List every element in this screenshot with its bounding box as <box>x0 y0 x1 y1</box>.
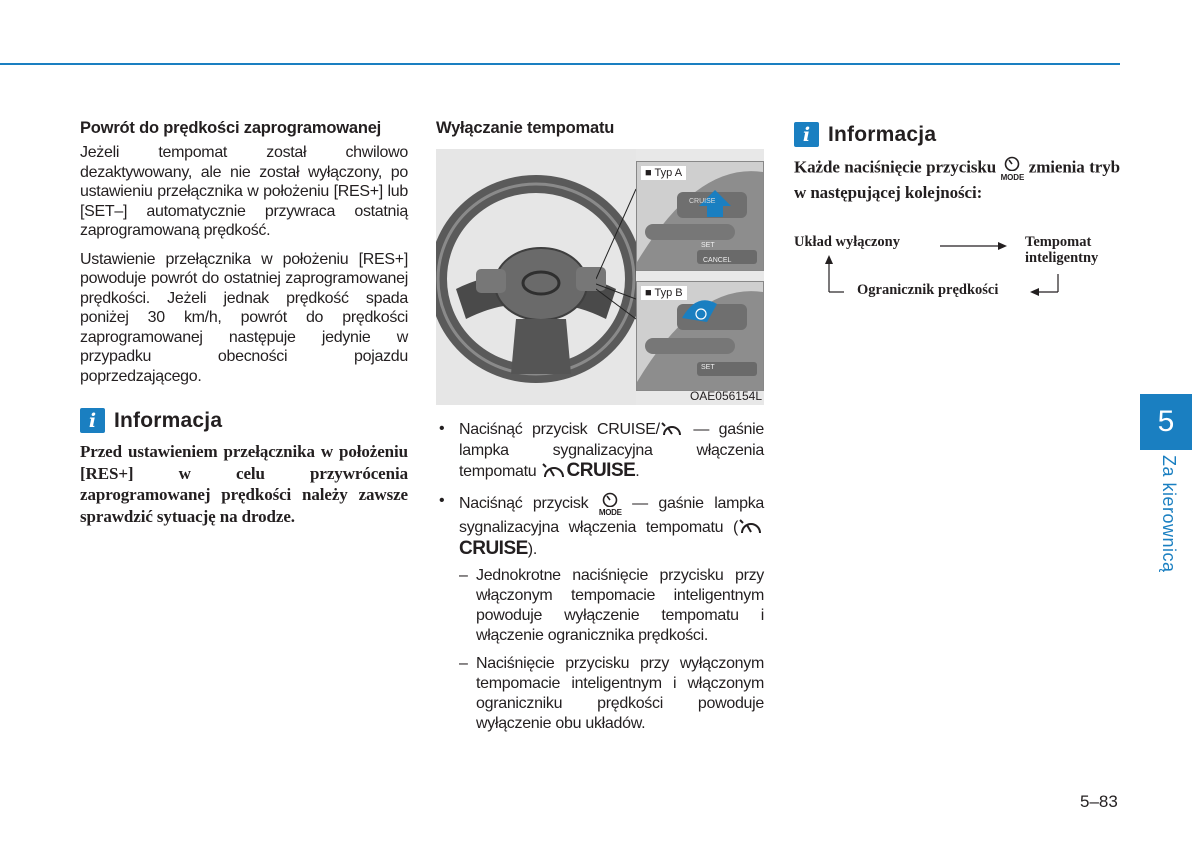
mode-label: MODE <box>598 508 622 517</box>
info-icon: i <box>794 122 819 147</box>
node-system-off: Układ wyłączony <box>794 233 900 250</box>
node-speed-limiter: Ogranicznik prędkości <box>857 281 999 298</box>
paragraph-2: Ustawienie przełącznika w położeniu [RES+] powoduje powrót do ostatniej zaprogramowanej prędkości. Jeżeli jednak prędkość spada poniżej 30 km/h, powrót do prędkości zaprogramowanej następuje jedynie w przypadku obecności pojazdu poprzedzającego. <box>80 250 408 385</box>
set-label-b: SET <box>701 364 715 371</box>
info-text-mode: Każde naciśnięcie przycisku MODE zmienia tryb w następującej kolejności: <box>794 155 1120 204</box>
steering-wheel-figure <box>436 149 764 405</box>
info-icon: i <box>80 408 105 433</box>
page-number: 5–83 <box>1080 792 1118 811</box>
section-heading-resume: Powrót do prędkości zaprogramowanej <box>80 119 382 137</box>
info-title: Informacja <box>114 408 223 432</box>
mode-button-icon <box>1001 155 1025 182</box>
mode-label: MODE <box>1000 173 1025 182</box>
list-item: • Naciśnąć przycisk CRUISE/ — gaśnie lampka sygnalizacyjna włączenia tempomatu CRUISE. <box>439 420 764 482</box>
cruise-speedometer-icon <box>660 419 684 441</box>
chapter-title: Za kierownicą <box>1159 455 1179 573</box>
mode-button-icon <box>599 491 622 517</box>
info-title: Informacja <box>828 122 937 146</box>
sub-list-item: – Naciśnięcie przycisku przy wyłączonym tempomacie inteligentnym i włączonym ograniczniku prędkości powoduje wyłączenie obu układów. <box>459 655 764 732</box>
cruise-word: CRUISE <box>459 538 528 559</box>
inset-type-b: ■ Typ B SET <box>636 281 764 391</box>
column-cruise-off <box>436 118 764 742</box>
info-text: Przed ustawieniem przełącznika w położeniu [RES+] w celu przywrócenia zaprogramowanej prędkości należy zawsze sprawdzić sytuację na drodze. <box>80 442 408 526</box>
info-box-resume <box>80 408 408 527</box>
type-b-label: Typ B <box>654 287 683 299</box>
cruise-indicator-icon <box>738 517 764 539</box>
cruise-indicator-icon <box>541 461 567 483</box>
cruise-word: CRUISE <box>566 460 636 482</box>
cycle-arrows <box>794 234 1120 314</box>
node-smart-cruise: Tempomat inteligentny <box>1025 233 1099 266</box>
column-mode-info <box>794 122 1120 314</box>
sub-list-item: – Jednokrotne naciśnięcie przycisku przy włączonym tempomacie inteligentnym powoduje wyłączenie tempomatu i włączenie ogranicznika prędkości. <box>459 567 764 644</box>
list-item: • Naciśnąć przycisk MODE — gaśnie lampka sygnalizacyjna włączenia tempomatu (CRUISE). – Jednokrotne naciśnięcie przycisku przy włączonym tempomacie inteligentnym powoduje wyłączenie tempomatu i włączenie ogranicznika prędkości. – Naciśnięcie przycisku przy wyłączonym tempomacie inteligentnym i włączonym ograniczniku prędkości powoduje wyłączenie obu układów. <box>439 492 765 732</box>
mode-cycle-diagram <box>794 234 1120 314</box>
section-heading-cruise-off: Wyłączanie tempomatu <box>436 119 615 137</box>
type-a-label: Typ A <box>654 167 683 179</box>
cruise-off-steps <box>436 419 764 734</box>
paragraph-1: Jeżeli tempomat został chwilowo dezaktywowany, ale nie został wyłączony, po ustawieniu przełącznika w położeniu [RES+] lub [SET–] automatycznie przywraca ostatnią zaprogramowaną prędkość. <box>80 144 408 239</box>
cancel-label: CANCEL <box>703 257 732 264</box>
sub-list <box>459 566 764 734</box>
top-rule <box>0 63 1120 65</box>
column-resume-speed <box>80 118 408 527</box>
chapter-number-tab: 5 <box>1140 394 1192 450</box>
set-label-a: SET <box>701 242 715 249</box>
inset-type-a: ■ Typ A CRUISE SET CANCEL <box>636 161 764 271</box>
figure-code: OAE056154L <box>689 389 762 403</box>
cruise-button-label: CRUISE <box>689 198 716 205</box>
callout-lines <box>596 149 636 405</box>
